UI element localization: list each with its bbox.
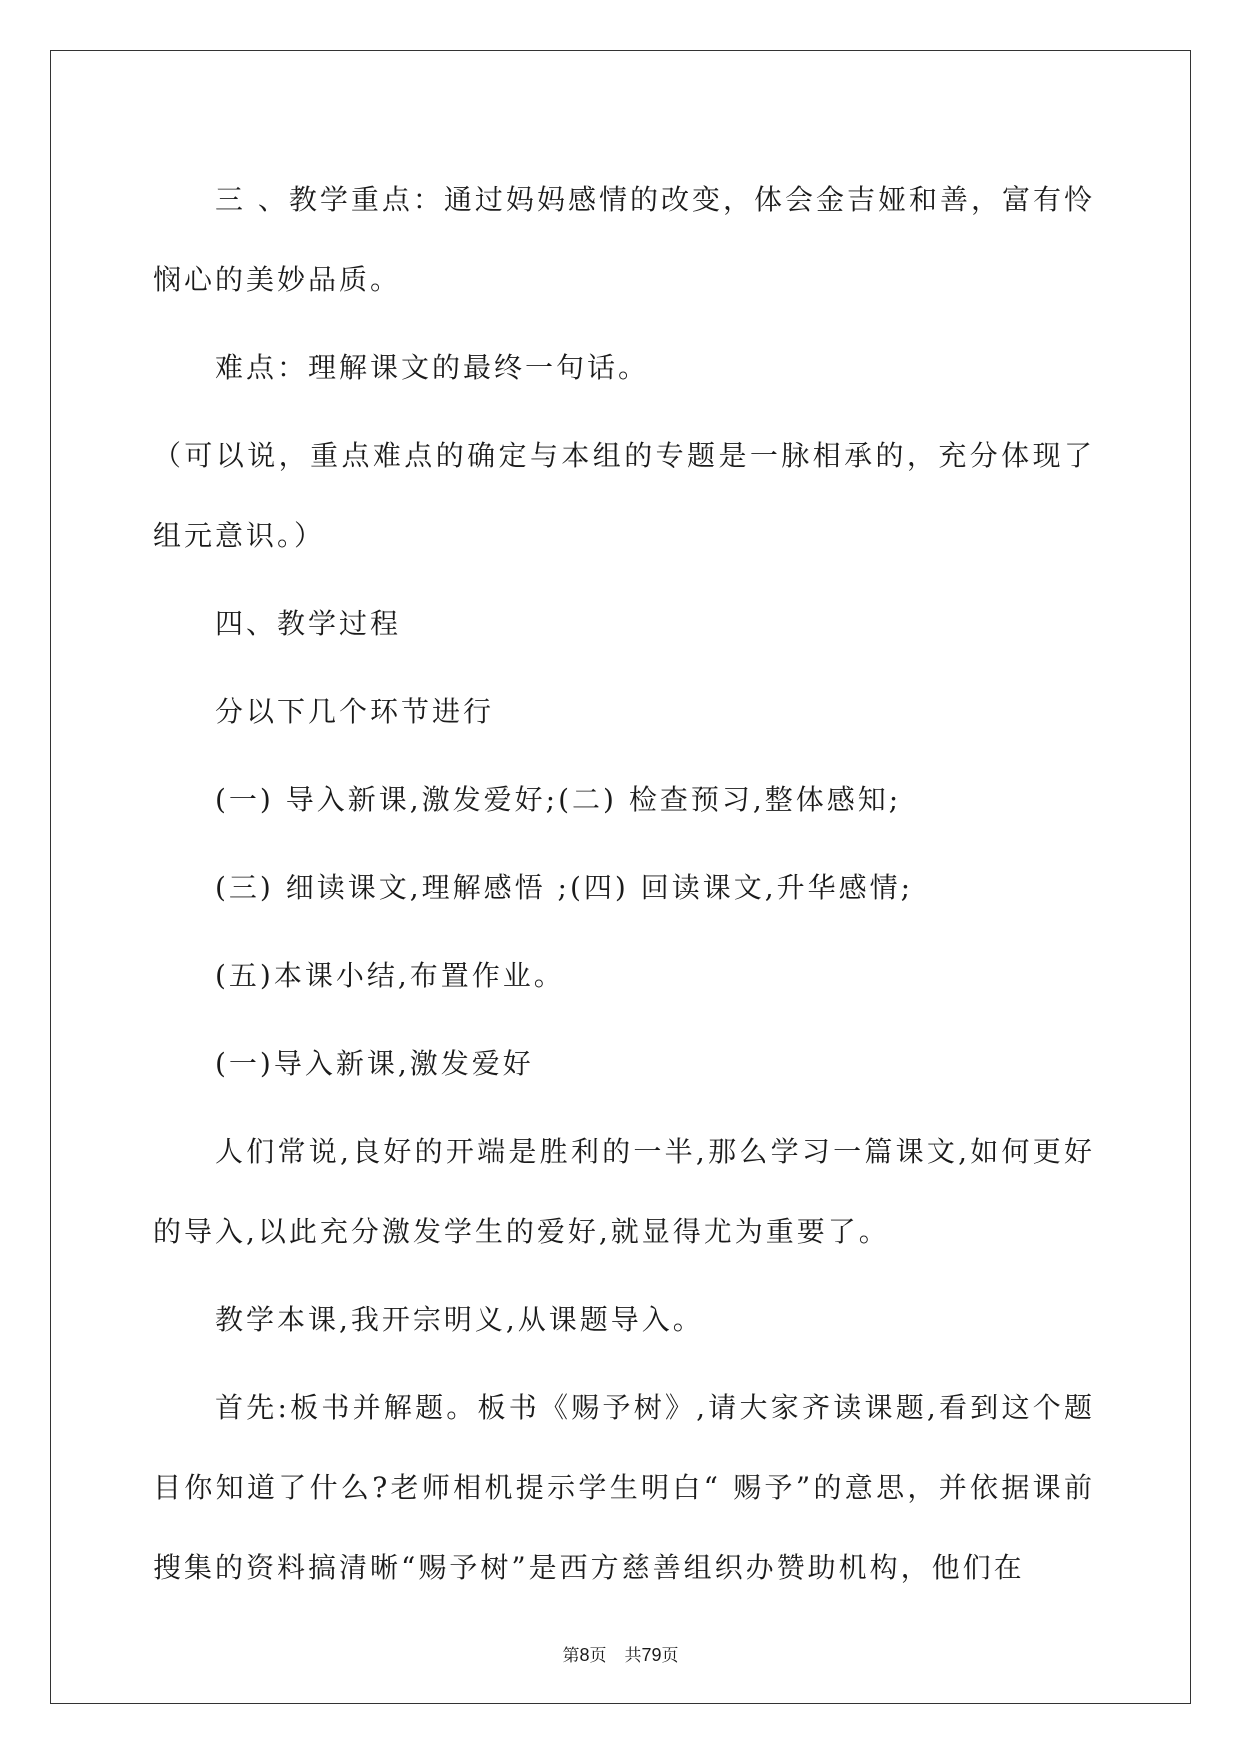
paragraph-steps-1: (一) 导入新课,激发爱好;(二) 检查预习,整体感知; [215, 783, 902, 816]
section-heading-process: 四、教学过程 [215, 607, 402, 640]
total-prefix: 共 [624, 1646, 642, 1666]
document-body [153, 160, 1095, 1616]
page-number: 8 [579, 1645, 590, 1665]
paragraph-steps-3: (五)本课小结,布置作业。 [215, 959, 565, 992]
total-pages: 79 [641, 1645, 662, 1665]
subheading-introduction: (一)导入新课,激发爱好 [215, 1047, 534, 1080]
page-footer [0, 1644, 1241, 1667]
paragraph-steps-intro: 分以下几个环节进行 [215, 695, 495, 728]
paragraph-teaching-focus: 三 、教学重点：通过妈妈感情的改变，体会金吉娅和善，富有怜悯心的美妙品质。 [153, 183, 1095, 296]
paragraph-first-step: 首先:板书并解题。板书《赐予树》,请大家齐读课题,看到这个题目你知道了什么?老师相机提示学生明白“ 赐予”的意思，并依据课前搜集的资料搞清晰“赐予树”是西方慈善组织办赞助机构，他们在 [153, 1391, 1095, 1584]
paragraph-steps-2: (三) 细读课文,理解感悟 ;(四) 回读课文,升华感情; [215, 871, 914, 904]
paragraph-difficulty: 难点：理解课文的最终一句话。 [215, 351, 650, 384]
page-suffix: 页 [589, 1646, 607, 1666]
paragraph-note: （可以说，重点难点的确定与本组的专题是一脉相承的，充分体现了组元意识。） [153, 439, 1095, 552]
page-prefix: 第 [562, 1646, 580, 1666]
paragraph-lesson-approach: 教学本课,我开宗明义,从课题导入。 [215, 1303, 704, 1336]
paragraph-introduction: 人们常说,良好的开端是胜利的一半,那么学习一篇课文,如何更好的导入,以此充分激发学生的爱好,就显得尤为重要了。 [153, 1135, 1095, 1248]
total-suffix: 页 [661, 1646, 679, 1666]
